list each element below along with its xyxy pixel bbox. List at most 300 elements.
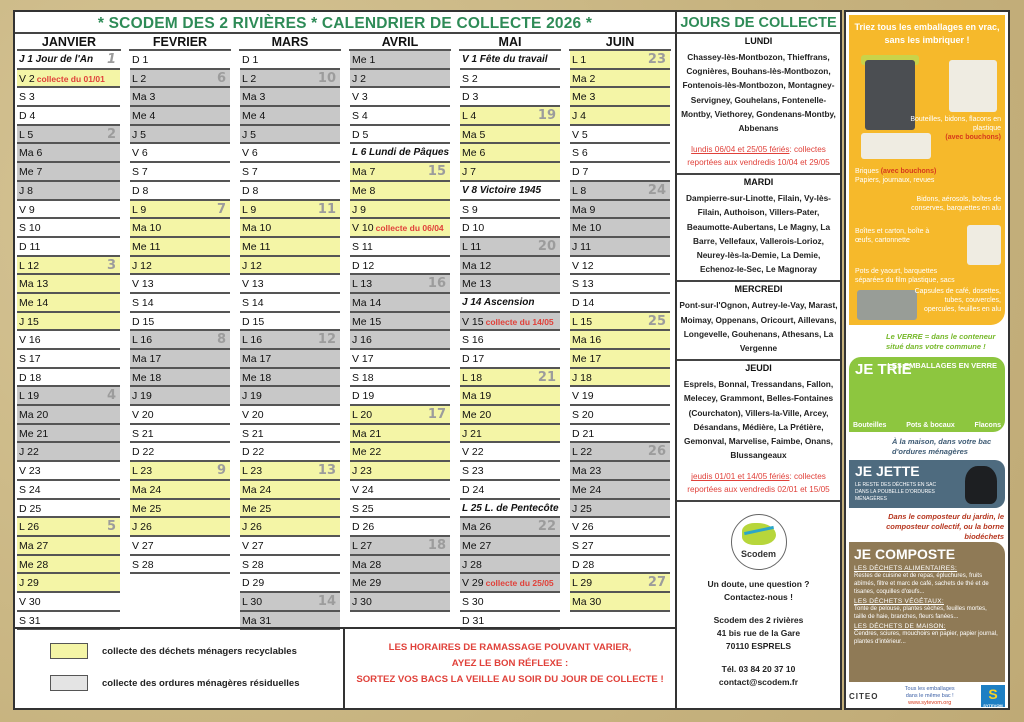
- trash-note: À la maison, dans votre bac d'ordures ménagères: [892, 437, 992, 456]
- day-cell: [130, 518, 230, 537]
- month-name: JUIN: [569, 34, 671, 51]
- day-cell: [570, 593, 670, 612]
- day-cell: [240, 593, 340, 612]
- glass-item: Bouteilles: [853, 422, 887, 429]
- day-cell: [570, 500, 670, 519]
- day-label: Me 1: [352, 54, 376, 66]
- day-cell: [350, 182, 450, 201]
- day-cell: [350, 313, 450, 332]
- day-label: Ma 28: [352, 558, 382, 571]
- day-label: Me 24: [572, 483, 602, 496]
- day-label: J 22: [19, 446, 39, 459]
- day-label: L 8: [572, 184, 587, 197]
- day-label: J 18: [572, 371, 592, 384]
- day-cell: [350, 518, 450, 537]
- day-cell: [130, 107, 230, 126]
- day-cell: [240, 219, 340, 238]
- day-label: Ma 30: [572, 595, 602, 608]
- day-cell: [570, 350, 670, 369]
- day-cell: [17, 462, 120, 481]
- day-label: S 21: [132, 427, 154, 440]
- holiday-note: [679, 470, 838, 496]
- rescheduled-note: collecte du 14/05: [485, 316, 554, 327]
- week-number: 9: [216, 463, 226, 479]
- warning-line-1: LES HORAIRES DE RAMASSAGE POUVANT VARIER,: [388, 642, 632, 653]
- day-cell: [130, 163, 230, 182]
- day-cell: [350, 275, 450, 294]
- day-cell: [350, 443, 450, 462]
- day-label: J 8: [19, 184, 34, 197]
- item-briques: Briques (avec bouchons) Papiers, journaux, revues: [855, 168, 937, 184]
- day-label: L 23: [132, 465, 153, 478]
- day-label: D 21: [572, 427, 595, 440]
- day-label: D 7: [572, 166, 589, 179]
- day-cell: [17, 88, 120, 107]
- day-label: V 23: [19, 465, 41, 478]
- day-label: J 11: [572, 240, 592, 253]
- day-cell: [570, 425, 670, 444]
- day-cell: [350, 500, 450, 519]
- day-cell: [130, 369, 230, 388]
- week-number: 12: [317, 332, 336, 348]
- item-bouteilles: Bouteilles, bidons, flacons en plastique (avec bouchons): [910, 116, 1001, 141]
- holiday-note-underlined: lundis 06/04 et 25/05 fériés: [691, 145, 790, 155]
- contact-email[interactable]: contact@scodem.fr: [718, 677, 799, 688]
- day-label: L 22: [572, 446, 593, 459]
- day-label: Me 18: [242, 371, 272, 384]
- day-cell: [240, 387, 340, 406]
- day-cell: [17, 350, 120, 369]
- day-label: D 1: [242, 54, 259, 66]
- day-label: Ma 3: [132, 91, 156, 104]
- day-cell: [460, 406, 560, 425]
- day-cell: [17, 556, 120, 575]
- day-label: L 15: [572, 315, 593, 328]
- week-number: 2: [106, 126, 116, 142]
- day-cell: [350, 537, 450, 556]
- day-cell: [240, 51, 340, 70]
- day-name: JEUDI: [745, 363, 772, 374]
- day-cell: [570, 462, 670, 481]
- day-label: J 26: [132, 521, 152, 534]
- day-label: Me 10: [572, 222, 602, 235]
- day-label: V 1 Fête du travail: [462, 54, 548, 65]
- day-cell: [460, 425, 560, 444]
- day-label: L 11: [462, 240, 482, 253]
- day-label: Ma 10: [242, 222, 272, 235]
- holiday-note-text: : collectes reportées aux vendredis 10/04 et 29/05: [687, 145, 830, 168]
- day-label: L 13: [352, 278, 373, 291]
- warning-line-2: AYEZ LE BON RÉFLEXE :: [451, 658, 569, 669]
- day-label: S 31: [19, 614, 41, 627]
- day-cell: [240, 481, 340, 500]
- day-cell: [460, 163, 560, 182]
- day-cell: [130, 481, 230, 500]
- day-cell: [570, 369, 670, 388]
- collection-days-title: JOURS DE COLLECTE: [677, 12, 840, 34]
- day-label: D 25: [19, 502, 42, 515]
- day-label: S 14: [242, 296, 264, 309]
- day-label: D 29: [242, 577, 265, 590]
- day-label: D 22: [132, 446, 155, 459]
- day-cell: [570, 70, 670, 89]
- month-name: JANVIER: [17, 34, 121, 51]
- day-label: J 21: [462, 427, 482, 440]
- rescheduled-note: collecte du 01/01: [36, 73, 105, 84]
- day-cell: [130, 70, 230, 89]
- day-label: Ma 6: [19, 147, 43, 160]
- day-cell: [17, 294, 120, 313]
- day-cell: [17, 593, 120, 612]
- town-list: Pont-sur-l'Ognon, Autrey-le-Vay, Marast, Moimay, Oppenans, Oricourt, Aillevans, Longevelle, Gouhenans, Athesans, La Vergenne: [679, 300, 838, 354]
- day-cell: [240, 369, 340, 388]
- week-number: 21: [537, 369, 556, 385]
- day-label: L 6 Lundi de Pâques: [352, 147, 450, 159]
- day-label: J 19: [242, 390, 262, 403]
- glass-section: [849, 357, 1005, 432]
- day-cell: [130, 126, 230, 145]
- day-label: S 27: [572, 539, 594, 552]
- day-label: D 15: [132, 315, 155, 328]
- day-label: D 26: [352, 521, 375, 534]
- day-cell: [240, 556, 340, 575]
- day-label: S 30: [462, 595, 484, 608]
- day-cell: [17, 257, 120, 276]
- compost-note: Dans le composteur du jardin, le composteur collectif, ou la borne biodéchets: [886, 512, 1004, 541]
- day-label: Me 17: [572, 353, 602, 365]
- day-cell: [570, 219, 670, 238]
- day-label: S 23: [462, 465, 484, 478]
- day-label: L 12: [19, 259, 40, 272]
- day-cell: [350, 163, 450, 182]
- day-label: S 21: [242, 427, 264, 440]
- day-label: D 31: [462, 614, 485, 627]
- day-cell: [17, 219, 120, 238]
- day-label: V 24: [352, 483, 374, 496]
- item-bidons: Bidons, aérosols, boîtes de conserves, barquettes en alu: [911, 196, 1001, 212]
- item-pots: Pots de yaourt, barquettes séparées du film plastique, sacs: [855, 268, 955, 284]
- day-cell: [130, 144, 230, 163]
- day-label: S 7: [132, 166, 148, 179]
- week-number: 11: [317, 201, 336, 217]
- day-cell: [240, 144, 340, 163]
- trash-section: [849, 460, 1005, 508]
- day-cell: [570, 443, 670, 462]
- day-cell: [350, 593, 450, 612]
- warning-line-3: SORTEZ VOS BACS LA VEILLE AU SOIR DU JOUR DE COLLECTE !: [356, 674, 664, 685]
- day-label: V 29: [462, 577, 484, 590]
- day-cell: [17, 313, 120, 332]
- day-label: Ma 13: [19, 278, 49, 291]
- day-label: L 16: [242, 334, 263, 347]
- day-cell: [460, 481, 560, 500]
- holiday-note-text: : collectes reportées aux vendredis 02/01 et 15/05: [687, 472, 830, 495]
- holiday-note: [679, 143, 838, 169]
- recycling-bin-icon: [865, 60, 915, 130]
- day-label: V 17: [352, 353, 374, 365]
- week-number: 25: [647, 313, 666, 329]
- day-cell: [17, 387, 120, 406]
- day-cell: [240, 294, 340, 313]
- day-cell: [460, 294, 560, 313]
- day-label: L 16: [132, 334, 153, 347]
- day-cell: [460, 238, 560, 257]
- compost-food-text: Restes de cuisine et de repas, épluchures, fruits abîmés, filtre et marc de café, sachets de thé et de tisanes, coquilles d'œufs...: [854, 573, 989, 595]
- day-cell: [130, 182, 230, 201]
- day-label: L 19: [19, 390, 40, 403]
- day-label: D 8: [132, 184, 149, 197]
- trash-subheading: LE RESTE DES DÉCHETS EN SAC DANS LA POUBELLE D'ORDURES MÉNAGÈRES: [855, 482, 937, 502]
- day-cell: [350, 331, 450, 350]
- day-cell: [17, 182, 120, 201]
- day-cell: [130, 537, 230, 556]
- day-cell: [570, 556, 670, 575]
- day-label: D 24: [462, 483, 485, 496]
- day-label: J 1 Jour de l'An: [19, 54, 94, 65]
- day-cell: [350, 387, 450, 406]
- footer-line-2: dans le même bac !: [905, 692, 954, 699]
- day-label: Ma 24: [242, 483, 272, 496]
- day-label: Me 29: [352, 577, 382, 590]
- day-label: V 20: [132, 409, 154, 422]
- day-label: V 6: [132, 147, 148, 160]
- glass-items: [853, 422, 1001, 429]
- day-label: J 30: [352, 595, 372, 608]
- day-cell: [350, 126, 450, 145]
- day-label: Me 27: [462, 539, 492, 552]
- day-label: Me 25: [242, 502, 272, 515]
- legend-residual-label: collecte des ordures ménagères résiduelles: [102, 677, 300, 689]
- day-cell: [17, 518, 120, 537]
- day-name: MARDI: [743, 177, 774, 188]
- day-cell: [130, 443, 230, 462]
- glass-note: Le VERRE = dans le conteneur situé dans votre commune !: [886, 332, 996, 351]
- month-column-mars: [235, 34, 345, 634]
- day-cell: [460, 201, 560, 220]
- day-label: Ma 9: [572, 203, 596, 216]
- town-list: Dampierre-sur-Linotte, Filain, Vy-lès-Filain, Authoison, Villers-Pater, Beaumotte-Aubertans, Le Magny, La Barre, Vellefaux, Vallerois-Lorioz, Neurey-lès-la-Demie, La Demie, Echenoz-le-Sec, Le Magnoray: [686, 193, 831, 275]
- day-label: Ma 27: [19, 539, 49, 552]
- month-column-fevrier: [125, 34, 235, 634]
- day-label: Ma 17: [132, 353, 162, 365]
- month-name: MAI: [459, 34, 561, 51]
- day-cell: [350, 556, 450, 575]
- legend-swatch-yellow: [50, 643, 88, 659]
- day-label: S 4: [352, 110, 368, 123]
- day-label: S 9: [462, 203, 478, 216]
- day-label: L 25 L. de Pentecôte: [462, 502, 559, 514]
- glass-item: Flacons: [974, 422, 1001, 429]
- day-label: Ma 3: [242, 91, 266, 104]
- day-label: D 17: [462, 353, 485, 365]
- day-label: S 11: [352, 240, 373, 253]
- glass-subheading: LES EMBALLAGES EN VERRE: [887, 361, 997, 370]
- day-cell: [130, 201, 230, 220]
- day-label: S 13: [572, 278, 594, 291]
- week-number: 15: [427, 164, 446, 180]
- day-label: S 18: [352, 371, 374, 384]
- day-cell: [570, 537, 670, 556]
- week-number: 6: [216, 70, 226, 86]
- day-label: J 19: [132, 390, 152, 403]
- sorting-footer: [849, 684, 1005, 708]
- day-cell: [570, 182, 670, 201]
- week-number: 23: [647, 52, 666, 67]
- day-cell: [570, 257, 670, 276]
- week-number: 16: [427, 276, 446, 292]
- day-block-mercredi: [677, 282, 840, 361]
- day-label: V 12: [572, 259, 594, 272]
- day-cell: [240, 500, 340, 519]
- day-label: Ma 2: [572, 72, 596, 85]
- trash-heading: JE JETTE: [855, 463, 920, 479]
- town-list: Chassey-lès-Montbozon, Thieffrans, Cognières, Bouhans-lès-Montbozon, Fontenois-lès-Montbozon, Montagney-Servigney, Gouhelans, Fontenelle-Montby, Viethorey, Gondenans-Montby, Abbenans: [681, 52, 836, 134]
- months-grid: [15, 34, 675, 634]
- week-number: 20: [537, 238, 556, 254]
- day-cell: [240, 201, 340, 220]
- day-cell: [17, 70, 120, 89]
- day-label: L 26: [19, 521, 40, 534]
- sytevom-logo: S SYTEVOM: [981, 685, 1005, 707]
- day-label: V 3: [352, 91, 368, 104]
- week-number: 26: [647, 444, 666, 460]
- day-label: D 19: [352, 390, 375, 403]
- day-label: J 23: [352, 465, 372, 478]
- day-label: L 20: [352, 409, 373, 422]
- day-cell: [350, 70, 450, 89]
- day-name: LUNDI: [744, 36, 773, 46]
- day-cell: [17, 201, 120, 220]
- day-label: V 20: [242, 409, 264, 422]
- day-label: L 1: [572, 54, 587, 66]
- day-label: V 22: [462, 446, 484, 459]
- day-label: L 30: [242, 595, 263, 608]
- contact-block: [677, 502, 840, 689]
- contact-phone[interactable]: Tél. 03 84 20 37 10: [721, 664, 796, 675]
- day-cell: [350, 369, 450, 388]
- day-label: Me 21: [19, 427, 49, 440]
- day-cell: [350, 481, 450, 500]
- day-label: Me 20: [462, 409, 492, 422]
- day-cell: [570, 481, 670, 500]
- day-label: Me 14: [19, 296, 49, 309]
- day-label: J 5: [242, 128, 257, 141]
- day-label: Ma 12: [462, 259, 492, 272]
- day-cell: [350, 107, 450, 126]
- day-label: S 6: [572, 147, 588, 160]
- day-cell: [460, 219, 560, 238]
- legend-residual: [50, 675, 343, 691]
- day-label: J 12: [132, 259, 152, 272]
- day-cell: [460, 182, 560, 201]
- day-cell: [240, 70, 340, 89]
- compost-house-text: Cendres, sciures, mouchoirs en papier, papier journal, plantes d'intérieur...: [854, 631, 998, 645]
- day-label: V 13: [132, 278, 154, 291]
- compost-heading: JE COMPOSTE: [854, 546, 956, 562]
- month-column-mai: [455, 34, 565, 634]
- capsules-image: [857, 290, 917, 320]
- collection-days-panel: [677, 10, 842, 710]
- day-cell: [460, 443, 560, 462]
- day-label: Ma 16: [572, 334, 602, 347]
- day-cell: [570, 238, 670, 257]
- day-cell: [350, 406, 450, 425]
- day-cell: [240, 537, 340, 556]
- day-label: L 27: [352, 539, 373, 552]
- day-label: V 27: [132, 539, 154, 552]
- day-label: S 25: [352, 502, 374, 515]
- day-label: V 27: [242, 539, 264, 552]
- day-label: L 23: [242, 465, 263, 478]
- day-label: L 9: [242, 203, 257, 216]
- day-cell: [460, 350, 560, 369]
- day-cell: [460, 88, 560, 107]
- day-label: J 12: [242, 259, 262, 272]
- contact-city: 70110 ESPRELS: [725, 641, 792, 652]
- day-cell: [460, 556, 560, 575]
- day-cell: [350, 574, 450, 593]
- day-label: D 10: [462, 222, 485, 235]
- day-label: D 22: [242, 446, 265, 459]
- week-number: 1: [106, 52, 116, 67]
- day-label: D 4: [19, 110, 36, 123]
- day-label: D 14: [572, 296, 595, 309]
- day-label: Ma 7: [352, 166, 376, 179]
- day-label: Me 3: [572, 91, 596, 104]
- day-label: D 12: [352, 259, 375, 272]
- day-label: J 15: [19, 315, 39, 328]
- day-label: J 9: [352, 203, 367, 216]
- day-cell: [460, 70, 560, 89]
- day-cell: [570, 331, 670, 350]
- day-label: J 2: [352, 72, 367, 85]
- day-label: S 20: [572, 409, 594, 422]
- day-cell: [350, 350, 450, 369]
- day-label: D 3: [462, 91, 479, 104]
- day-cell: [350, 219, 450, 238]
- day-label: V 26: [572, 521, 594, 534]
- day-cell: [460, 275, 560, 294]
- day-label: J 16: [352, 334, 372, 347]
- day-cell: [240, 88, 340, 107]
- day-label: D 1: [132, 54, 149, 66]
- day-cell: [240, 275, 340, 294]
- day-cell: [570, 406, 670, 425]
- month-column-avril: [345, 34, 455, 634]
- day-cell: [130, 425, 230, 444]
- day-label: S 2: [462, 72, 478, 85]
- day-cell: [350, 51, 450, 70]
- sytevom-link[interactable]: www.sytevom.org: [908, 699, 952, 706]
- contact-org: Scodem des 2 rivières: [713, 615, 804, 626]
- day-cell: [240, 126, 340, 145]
- page-title: * SCODEM DES 2 RIVIÈRES * CALENDRIER DE COLLECTE 2026 *: [15, 12, 675, 34]
- day-label: V 8 Victoire 1945: [462, 184, 542, 196]
- footer-text: [905, 686, 955, 707]
- day-cell: [350, 144, 450, 163]
- day-cell: [130, 257, 230, 276]
- rescheduled-note: collecte du 06/04: [375, 223, 444, 234]
- day-cell: [240, 238, 340, 257]
- week-number: 7: [216, 201, 226, 217]
- day-cell: [240, 425, 340, 444]
- day-label: Ma 23: [572, 465, 602, 478]
- day-cell: [570, 201, 670, 220]
- month-column-juin: [565, 34, 675, 634]
- day-label: S 28: [242, 558, 264, 571]
- day-cell: [460, 369, 560, 388]
- day-label: V 5: [572, 128, 588, 141]
